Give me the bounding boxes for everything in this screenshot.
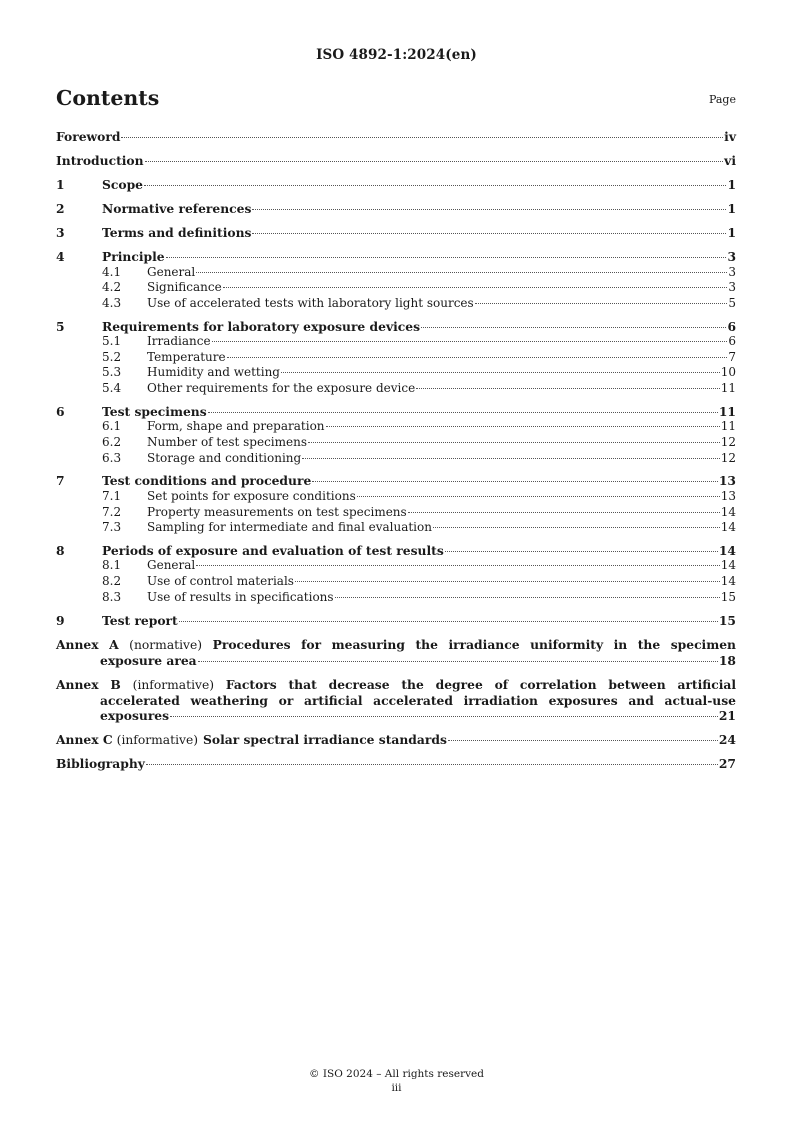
toc-page: 7 xyxy=(728,349,736,364)
toc-entry-5[interactable] xyxy=(56,319,736,335)
leader-dots xyxy=(227,357,728,358)
contents-title: Contents xyxy=(56,86,160,110)
toc-title: Normative references xyxy=(102,201,252,216)
toc-number: 4 xyxy=(56,249,65,264)
leader-dots xyxy=(196,272,727,273)
toc-number: 6.3 xyxy=(102,450,122,465)
toc-page: 5 xyxy=(728,295,736,310)
toc-page: 1 xyxy=(727,177,736,192)
toc-page: 15 xyxy=(718,612,736,628)
table-of-contents xyxy=(56,129,736,771)
leader-dots xyxy=(212,341,728,342)
toc-number: 8 xyxy=(56,542,65,558)
page-number: iii xyxy=(391,1082,402,1094)
leader-dots xyxy=(198,661,718,662)
toc-page: 6 xyxy=(727,318,736,334)
toc-entry-8[interactable] xyxy=(56,543,736,559)
toc-title: Test specimens xyxy=(102,403,207,419)
toc-number: 8.2 xyxy=(102,574,122,589)
toc-entry-annex-c[interactable] xyxy=(56,732,736,748)
toc-number: 5 xyxy=(56,318,65,334)
annex-title-line-1: Procedures for measuring the irradiance uniformity in the specimen xyxy=(212,636,736,652)
toc-number: 7 xyxy=(56,473,65,489)
leader-dots xyxy=(121,137,723,138)
toc-entry-8-2[interactable] xyxy=(56,574,736,590)
leader-dots xyxy=(252,209,726,210)
toc-title: Foreword xyxy=(56,129,121,144)
toc-page: 14 xyxy=(720,558,736,573)
toc-number: 9 xyxy=(56,612,65,628)
toc-title: Test conditions and procedure xyxy=(102,473,312,489)
toc-page: 14 xyxy=(720,574,736,589)
toc-title: Significance xyxy=(147,280,222,295)
toc-page: 24 xyxy=(718,731,736,747)
toc-page: 6 xyxy=(728,334,736,349)
toc-title: Introduction xyxy=(56,153,144,168)
leader-dots xyxy=(252,233,726,234)
toc-entry-6-3[interactable] xyxy=(56,451,736,467)
leader-dots xyxy=(416,388,720,389)
toc-title: Storage and conditioning xyxy=(147,450,302,465)
toc-title: Form, shape and preparation xyxy=(147,419,325,434)
annex-type: (informative) xyxy=(132,677,215,692)
leader-dots xyxy=(326,426,720,427)
toc-number: 8.1 xyxy=(102,558,122,573)
toc-page: 1 xyxy=(727,201,736,216)
toc-number: 6.2 xyxy=(102,435,122,449)
leader-dots xyxy=(144,185,726,186)
toc-title: Solar spectral irradiance standards xyxy=(203,731,447,747)
toc-title: General xyxy=(147,264,196,279)
toc-page: 11 xyxy=(720,419,736,434)
page-footer xyxy=(0,1067,793,1095)
leader-dots xyxy=(170,716,718,717)
toc-entry-annex-b[interactable] xyxy=(56,677,736,724)
toc-title: Requirements for laboratory exposure devices xyxy=(102,318,421,334)
leader-dots xyxy=(433,527,720,528)
toc-title: Sampling for intermediate and final evaluation xyxy=(147,520,432,535)
toc-page: 21 xyxy=(718,708,736,724)
toc-entry-6-1[interactable] xyxy=(56,419,736,435)
toc-entry-7[interactable] xyxy=(56,473,736,489)
toc-title: Set points for exposure conditions xyxy=(147,488,356,503)
toc-page: 1 xyxy=(727,225,736,240)
toc-entry-5-3[interactable] xyxy=(56,365,736,381)
toc-title: Scope xyxy=(102,177,143,192)
toc-number: 7.3 xyxy=(102,520,122,535)
toc-number: 5.3 xyxy=(102,365,122,380)
leader-dots xyxy=(145,161,724,162)
toc-page: 12 xyxy=(720,435,736,449)
toc-page: 11 xyxy=(720,381,736,396)
toc-entry-8-3[interactable] xyxy=(56,590,736,606)
toc-page: 3 xyxy=(728,280,736,295)
toc-entry-6-2[interactable] xyxy=(56,435,736,451)
leader-dots xyxy=(295,581,720,582)
toc-title: Use of accelerated tests with laboratory light sources xyxy=(147,295,474,310)
annex-title-line-1: Factors that decrease the degree of correlation between artificial xyxy=(225,676,737,692)
annex-label: Annex B xyxy=(56,676,121,692)
toc-page: 15 xyxy=(720,589,736,604)
toc-page: 11 xyxy=(718,403,736,419)
toc-number: 3 xyxy=(56,225,65,240)
toc-entry-4-2[interactable] xyxy=(56,280,736,296)
toc-number: 5.2 xyxy=(102,349,122,364)
toc-page: vi xyxy=(724,153,736,168)
toc-page: 12 xyxy=(720,450,736,465)
toc-entry-2[interactable] xyxy=(56,201,736,217)
annex-type: (normative) xyxy=(129,637,203,652)
toc-entry-4-3[interactable] xyxy=(56,296,736,312)
leader-dots xyxy=(196,565,719,566)
toc-page: 27 xyxy=(718,755,736,771)
toc-title: Terms and definitions xyxy=(102,225,252,240)
toc-title: Use of control materials xyxy=(147,574,294,589)
toc-title: General xyxy=(147,558,196,573)
toc-page: 13 xyxy=(718,473,736,489)
toc-page: 10 xyxy=(720,365,736,380)
toc-title: Use of results in specifications xyxy=(147,589,334,604)
leader-dots xyxy=(302,458,720,459)
toc-page: 14 xyxy=(718,542,736,558)
leader-dots xyxy=(208,412,718,413)
toc-title: Humidity and wetting xyxy=(147,365,280,380)
toc-page: 13 xyxy=(720,488,736,503)
toc-entry-foreword[interactable] xyxy=(56,129,736,145)
toc-number: 5.1 xyxy=(102,334,122,349)
toc-page: 14 xyxy=(720,504,736,519)
toc-entry-4-1[interactable] xyxy=(56,265,736,281)
toc-entry-9[interactable] xyxy=(56,613,736,629)
leader-dots xyxy=(281,372,720,373)
annex-label: Annex A xyxy=(56,636,119,652)
toc-entry-1[interactable] xyxy=(56,177,736,193)
document-id: ISO 4892-1:2024(en) xyxy=(316,47,477,63)
toc-number: 4.2 xyxy=(102,280,122,295)
toc-entry-5-1[interactable] xyxy=(56,334,736,350)
toc-entry-3[interactable] xyxy=(56,225,736,241)
toc-title: Principle xyxy=(102,249,165,264)
annex-title-line-2: accelerated weathering or artificial accelerated irradiation exposures and actual-use xyxy=(100,692,736,708)
contents-header xyxy=(56,86,736,114)
toc-entry-6[interactable] xyxy=(56,404,736,420)
toc-entry-introduction[interactable] xyxy=(56,153,736,169)
toc-entry-7-2[interactable] xyxy=(56,505,736,521)
toc-title: Property measurements on test specimens xyxy=(147,504,407,519)
toc-title: Periods of exposure and evaluation of test results xyxy=(102,542,444,558)
annex-type: (informative) xyxy=(116,732,199,747)
toc-entry-5-4[interactable] xyxy=(56,381,736,397)
toc-entry-8-1[interactable] xyxy=(56,558,736,574)
toc-number: 2 xyxy=(56,201,65,216)
toc-title: Irradiance xyxy=(147,334,211,349)
toc-entry-7-3[interactable] xyxy=(56,520,736,536)
toc-number: 1 xyxy=(56,177,65,192)
toc-page: 3 xyxy=(727,249,736,264)
toc-number: 4.1 xyxy=(102,264,122,279)
toc-number: 7.2 xyxy=(102,504,122,519)
leader-dots xyxy=(475,303,728,304)
leader-dots xyxy=(448,740,718,741)
toc-title: Bibliography xyxy=(56,755,145,771)
leader-dots xyxy=(308,442,720,443)
annex-title-line-3: exposures xyxy=(100,708,170,724)
toc-number: 8.3 xyxy=(102,589,122,604)
toc-number: 6.1 xyxy=(102,419,122,434)
toc-number: 4.3 xyxy=(102,295,122,310)
leader-dots xyxy=(421,327,726,328)
leader-dots xyxy=(166,257,727,258)
toc-title: Number of test specimens xyxy=(147,435,308,449)
toc-title: Other requirements for the exposure device xyxy=(147,381,416,396)
toc-title: Temperature xyxy=(147,349,226,364)
toc-entry-4[interactable] xyxy=(56,249,736,265)
leader-dots xyxy=(146,764,718,765)
toc-entry-annex-a[interactable] xyxy=(56,637,736,669)
page-column-label: Page xyxy=(708,93,736,106)
leader-dots xyxy=(357,496,720,497)
toc-page: iv xyxy=(724,129,736,144)
toc-number: 6 xyxy=(56,403,65,419)
copyright-notice: © ISO 2024 – All rights reserved xyxy=(309,1068,484,1080)
toc-title: Test report xyxy=(102,612,178,628)
leader-dots xyxy=(445,551,718,552)
toc-page: 18 xyxy=(718,652,736,668)
toc-entry-7-1[interactable] xyxy=(56,489,736,505)
leader-dots xyxy=(223,287,728,288)
toc-number: 7.1 xyxy=(102,488,122,503)
toc-page: 3 xyxy=(728,264,736,279)
toc-entry-5-2[interactable] xyxy=(56,350,736,366)
annex-title-line-2: exposure area xyxy=(100,652,197,668)
leader-dots xyxy=(179,621,718,622)
leader-dots xyxy=(312,481,718,482)
annex-label: Annex C xyxy=(56,731,113,747)
leader-dots xyxy=(408,512,720,513)
toc-page: 14 xyxy=(720,520,736,535)
leader-dots xyxy=(335,597,720,598)
toc-entry-bibliography[interactable] xyxy=(56,756,736,772)
toc-number: 5.4 xyxy=(102,381,122,396)
